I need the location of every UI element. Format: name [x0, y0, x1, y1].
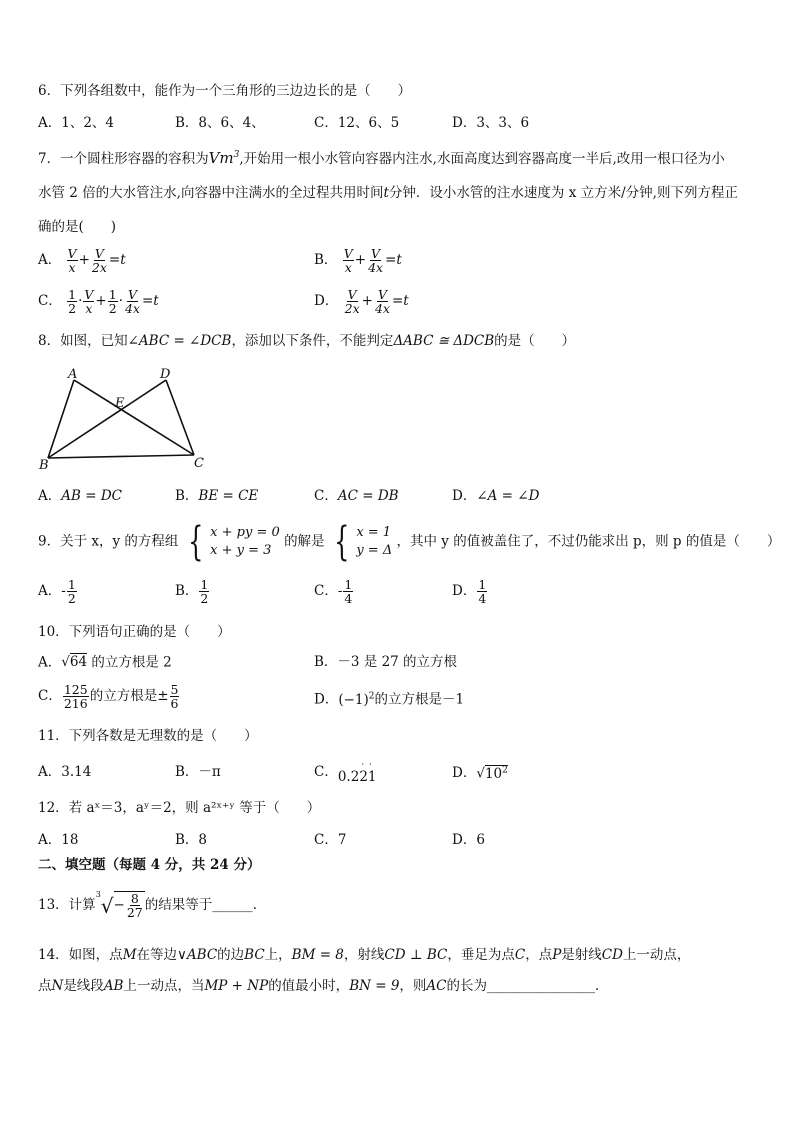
segment-dc	[166, 380, 194, 455]
q11-stem: 11．下列各数是无理数的是（ ）	[38, 728, 258, 744]
q7-option-c: C． $\frac{1}{2}$ · $\frac{V}{x}$ + $\frac{1}{2}$ · $\frac{V}{4x}$ =t	[38, 287, 159, 317]
q10-option-c: C． $\frac{125}{216}$ 的立方根是± $\frac{5}{6}$	[38, 682, 179, 712]
q7-line3: 确的是( )	[38, 219, 117, 235]
label-c: C	[194, 456, 204, 471]
q14-line2: 点N是线段AB上一动点，当MP + NP的值最小时，BN = 9，则AC的长为________________．	[38, 978, 609, 994]
q8-option-a: A．AB = DC	[38, 488, 122, 504]
q13-stem: 13．计算$^3$√− $\frac{8}{27}$ 的结果等于______．	[38, 890, 267, 921]
label-e: E	[115, 396, 125, 411]
q6-option-a: A．1、2、4	[38, 115, 115, 131]
q9-option-c: C．- $\frac{1}{4}$	[314, 577, 353, 607]
q11-option-a: A．3.14	[38, 764, 92, 780]
q9-stem: 9．关于 x，y 的方程组 { x + py = 0 x + y = 3 的解是 { x = 1 y = Δ ，其中 y 的值被盖住了，不过仍能求出 p，则 p 的值是（ ）	[38, 519, 781, 565]
label-b: B	[39, 458, 49, 473]
q8-option-c: C．AC = DB	[314, 488, 399, 504]
q6-option-d: D．3、3、6	[452, 115, 530, 131]
q12-option-a: A．18	[38, 832, 79, 848]
section-heading-fill-blank: 二、填空题（每题 4 分，共 24 分）	[38, 857, 261, 873]
q6-option-b: B．8、6、4、	[175, 115, 265, 131]
q7-line2: 水管 2 倍的大水管注水,向容器中注满水的全过程共用时间t分钟．设小水管的注水速度为 x 立方米/分钟,则下列方程正	[38, 185, 738, 201]
q10-option-a: A．√64 的立方根是 2	[38, 654, 172, 671]
q10-option-d: D．$(-1)^2$的立方根是－1	[314, 691, 465, 708]
q10-option-b: B．－3 是 27 的立方根	[314, 654, 458, 670]
q7-option-b: B． $\frac{V}{x}$ + $\frac{V}{4x}$ =t	[314, 246, 402, 276]
q12-option-c: C．7	[314, 832, 347, 848]
q9-option-a: A．- $\frac{1}{2}$	[38, 577, 76, 607]
q7-option-a: A． $\frac{V}{x}$ + $\frac{V}{2x}$ =t	[38, 246, 126, 276]
q9-option-d: D． $\frac{1}{4}$	[452, 577, 487, 607]
q11-option-d: D．$√10^2$	[452, 765, 508, 782]
q9-option-b: B． $\frac{1}{2}$	[175, 577, 209, 607]
label-a: A	[68, 367, 78, 382]
segment-ac	[74, 380, 194, 455]
q14-line1: 14．如图，点M在等边∨ABC的边BC上，BM = 8，射线CD ⊥ BC，垂足为点C，点P是射线CD上一动点，	[38, 947, 691, 963]
q10-stem: 10．下列语句正确的是（ ）	[38, 624, 231, 640]
q8-option-b: B．BE = CE	[175, 488, 259, 504]
q7-line1: 7．一个圆柱形容器的容积为Vm$^3$,开始用一根小水管向容器内注水,水面高度达到容器高度一半后,改用一根口径为小	[38, 149, 725, 167]
q12-stem: 12．若 aˣ＝3，aʸ＝2，则 a²ˣ⁺ʸ 等于（ ）	[38, 800, 321, 816]
q11-option-b: B．－π	[175, 764, 221, 780]
q12-option-b: B．8	[175, 832, 208, 848]
q6-option-c: C．12、6、5	[314, 115, 400, 131]
q6-stem: 6．下列各组数中，能作为一个三角形的三边边长的是（ ）	[38, 83, 412, 99]
q11-option-c: C．0.22 · 1 ·	[314, 760, 377, 785]
segment-db	[48, 380, 166, 458]
segment-bc	[48, 455, 194, 458]
q8-stem: 8．如图，已知∠ABC = ∠DCB，添加以下条件，不能判定ΔABC ≅ ΔDCB的是（ ）	[38, 333, 576, 349]
q7-option-d: D． $\frac{V}{2x}$ + $\frac{V}{4x}$ =t	[314, 287, 409, 317]
label-d: D	[160, 367, 171, 382]
q8-figure	[36, 365, 216, 473]
q8-option-d: D．∠A = ∠D	[452, 488, 540, 504]
q12-option-d: D．6	[452, 832, 485, 848]
segment-ab	[48, 380, 74, 458]
